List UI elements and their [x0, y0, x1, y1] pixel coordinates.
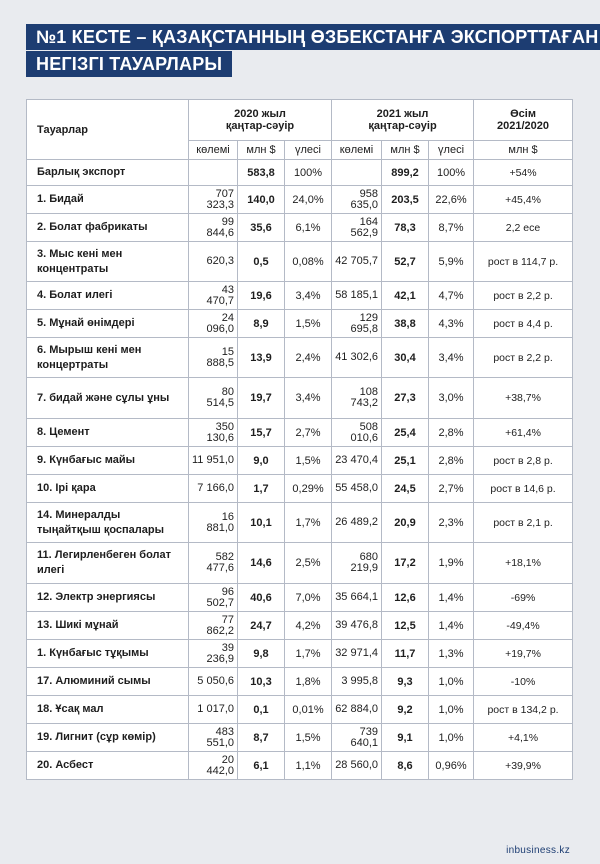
cell-musd-2021: 12,6 — [382, 584, 429, 612]
header-2020-year: 2020 жыл — [234, 108, 286, 120]
cell-share-2021: 0,96% — [429, 752, 474, 780]
cell-growth: 2,2 есе — [474, 214, 573, 242]
cell-musd-2021: 25,4 — [382, 419, 429, 447]
cell-volume-2021: 958 635,0 — [332, 186, 382, 214]
table-row — [27, 584, 573, 612]
subheader-growth-unit: млн $ — [474, 141, 573, 160]
cell-growth: -10% — [474, 668, 573, 696]
cell-growth: -49,4% — [474, 612, 573, 640]
table-row — [27, 338, 573, 378]
footer-brand: inbusiness.kz — [506, 845, 570, 856]
cell-growth: рост в 134,2 р. — [474, 696, 573, 724]
table-row — [27, 214, 573, 242]
cell-musd-2020: 35,6 — [238, 214, 285, 242]
header-2021-year: 2021 жыл — [376, 108, 429, 120]
cell-musd-2020: 13,9 — [238, 338, 285, 378]
cell-volume-2021: 28 560,0 — [332, 752, 382, 780]
cell-volume-2020: 7 166,0 — [189, 475, 238, 503]
cell-share-2021: 3,4% — [429, 338, 474, 378]
cell-musd-2021: 9,2 — [382, 696, 429, 724]
table-row — [27, 612, 573, 640]
cell-volume-2021: 35 664,1 — [332, 584, 382, 612]
cell-share-2020: 2,5% — [285, 543, 332, 584]
cell-row-name: 2. Болат фабрикаты — [27, 214, 189, 242]
cell-share-2021: 2,7% — [429, 475, 474, 503]
cell-growth: +61,4% — [474, 419, 573, 447]
cell-share-2021: 2,8% — [429, 419, 474, 447]
cell-musd-2020: 40,6 — [238, 584, 285, 612]
cell-share-2020: 0,08% — [285, 242, 332, 282]
cell-musd-2020: 19,7 — [238, 378, 285, 419]
cell-row-name: 9. Күнбағыс майы — [27, 447, 189, 475]
cell-musd-2020: 14,6 — [238, 543, 285, 584]
cell-volume-2021: 62 884,0 — [332, 696, 382, 724]
cell-row-name: 12. Электр энергиясы — [27, 584, 189, 612]
cell-growth: рост в 114,7 р. — [474, 242, 573, 282]
cell-volume-2020: 15 888,5 — [189, 338, 238, 378]
cell-row-name: 11. Легирленбеген болат илегі — [27, 543, 189, 584]
cell-share-2020: 1,5% — [285, 724, 332, 752]
cell-share-2020: 7,0% — [285, 584, 332, 612]
cell-volume-2021 — [332, 160, 382, 186]
cell-share-2021: 1,4% — [429, 612, 474, 640]
cell-musd-2020: 0,1 — [238, 696, 285, 724]
cell-growth: рост в 2,2 р. — [474, 282, 573, 310]
cell-row-name: 8. Цемент — [27, 419, 189, 447]
cell-volume-2021: 32 971,4 — [332, 640, 382, 668]
cell-volume-2020: 5 050,6 — [189, 668, 238, 696]
cell-volume-2021: 23 470,4 — [332, 447, 382, 475]
cell-share-2021: 100% — [429, 160, 474, 186]
cell-musd-2021: 899,2 — [382, 160, 429, 186]
cell-volume-2021: 55 458,0 — [332, 475, 382, 503]
cell-volume-2021: 739 640,1 — [332, 724, 382, 752]
table-row — [27, 242, 573, 282]
cell-musd-2020: 9,8 — [238, 640, 285, 668]
header-2021-period: қаңтар-сәуір — [368, 120, 437, 132]
cell-musd-2020: 8,9 — [238, 310, 285, 338]
table-row — [27, 640, 573, 668]
cell-volume-2020: 39 236,9 — [189, 640, 238, 668]
cell-musd-2021: 9,1 — [382, 724, 429, 752]
cell-growth: рост в 2,8 р. — [474, 447, 573, 475]
table-row — [27, 186, 573, 214]
cell-share-2021: 2,8% — [429, 447, 474, 475]
table-row — [27, 475, 573, 503]
cell-musd-2021: 25,1 — [382, 447, 429, 475]
cell-volume-2021: 42 705,7 — [332, 242, 382, 282]
subheader-share-2020: үлесі — [285, 141, 332, 160]
cell-musd-2020: 10,1 — [238, 503, 285, 543]
cell-row-name: 17. Алюминий сымы — [27, 668, 189, 696]
cell-growth: рост в 2,2 р. — [474, 338, 573, 378]
cell-growth: -69% — [474, 584, 573, 612]
cell-musd-2021: 8,6 — [382, 752, 429, 780]
cell-volume-2021: 58 185,1 — [332, 282, 382, 310]
cell-musd-2021: 30,4 — [382, 338, 429, 378]
cell-volume-2020: 20 442,0 — [189, 752, 238, 780]
header-goods: Тауарлар — [27, 100, 189, 160]
cell-share-2021: 4,7% — [429, 282, 474, 310]
exports-table — [26, 99, 573, 780]
table-row — [27, 503, 573, 543]
cell-volume-2020: 582 477,6 — [189, 543, 238, 584]
cell-row-name: 18. Ұсақ мал — [27, 696, 189, 724]
cell-musd-2021: 42,1 — [382, 282, 429, 310]
cell-musd-2021: 20,9 — [382, 503, 429, 543]
subheader-musd-2021: млн $ — [382, 141, 429, 160]
cell-growth: +54% — [474, 160, 573, 186]
header-2021 — [332, 100, 474, 141]
cell-volume-2020: 1 017,0 — [189, 696, 238, 724]
cell-row-name: 3. Мыс кені мен концентраты — [27, 242, 189, 282]
cell-share-2021: 22,6% — [429, 186, 474, 214]
cell-volume-2021: 508 010,6 — [332, 419, 382, 447]
cell-growth: +39,9% — [474, 752, 573, 780]
cell-share-2020: 1,7% — [285, 503, 332, 543]
cell-share-2021: 4,3% — [429, 310, 474, 338]
cell-musd-2021: 203,5 — [382, 186, 429, 214]
cell-row-name: 1. Күнбағыс тұқымы — [27, 640, 189, 668]
table-row — [27, 543, 573, 584]
subheader-volume-2020: көлемі — [189, 141, 238, 160]
cell-share-2021: 1,3% — [429, 640, 474, 668]
cell-volume-2020: 80 514,5 — [189, 378, 238, 419]
cell-musd-2020: 19,6 — [238, 282, 285, 310]
subheader-share-2021: үлесі — [429, 141, 474, 160]
cell-growth: +19,7% — [474, 640, 573, 668]
cell-volume-2021: 108 743,2 — [332, 378, 382, 419]
cell-volume-2020: 43 470,7 — [189, 282, 238, 310]
cell-share-2021: 3,0% — [429, 378, 474, 419]
cell-share-2021: 1,9% — [429, 543, 474, 584]
cell-share-2021: 8,7% — [429, 214, 474, 242]
table-row — [27, 752, 573, 780]
cell-row-name: Барлық экспорт — [27, 160, 189, 186]
cell-musd-2020: 9,0 — [238, 447, 285, 475]
cell-volume-2021: 39 476,8 — [332, 612, 382, 640]
cell-musd-2021: 17,2 — [382, 543, 429, 584]
cell-share-2021: 1,0% — [429, 696, 474, 724]
cell-volume-2021: 680 219,9 — [332, 543, 382, 584]
table-row — [27, 447, 573, 475]
cell-share-2020: 4,2% — [285, 612, 332, 640]
cell-musd-2020: 583,8 — [238, 160, 285, 186]
cell-growth: рост в 14,6 р. — [474, 475, 573, 503]
cell-growth: +4,1% — [474, 724, 573, 752]
cell-volume-2021: 129 695,8 — [332, 310, 382, 338]
cell-share-2021: 1,4% — [429, 584, 474, 612]
cell-volume-2020: 24 096,0 — [189, 310, 238, 338]
cell-volume-2020: 77 862,2 — [189, 612, 238, 640]
cell-share-2020: 6,1% — [285, 214, 332, 242]
table-row — [27, 668, 573, 696]
cell-share-2020: 3,4% — [285, 378, 332, 419]
cell-share-2020: 1,7% — [285, 640, 332, 668]
cell-share-2021: 1,0% — [429, 724, 474, 752]
cell-volume-2021: 3 995,8 — [332, 668, 382, 696]
cell-musd-2020: 1,7 — [238, 475, 285, 503]
cell-musd-2020: 8,7 — [238, 724, 285, 752]
cell-share-2020: 1,8% — [285, 668, 332, 696]
cell-volume-2020: 11 951,0 — [189, 447, 238, 475]
table-row — [27, 160, 573, 186]
cell-row-name: 14. Минералды тыңайтқыш қоспалары — [27, 503, 189, 543]
cell-volume-2020: 96 502,7 — [189, 584, 238, 612]
cell-row-name: 6. Мырыш кені мен концертраты — [27, 338, 189, 378]
cell-musd-2021: 27,3 — [382, 378, 429, 419]
cell-volume-2020: 483 551,0 — [189, 724, 238, 752]
cell-share-2020: 24,0% — [285, 186, 332, 214]
cell-share-2020: 2,4% — [285, 338, 332, 378]
cell-share-2020: 0,01% — [285, 696, 332, 724]
cell-volume-2020: 620,3 — [189, 242, 238, 282]
cell-share-2021: 2,3% — [429, 503, 474, 543]
cell-volume-2020: 707 323,3 — [189, 186, 238, 214]
header-growth-label: Өсім — [510, 108, 536, 120]
header-growth-period: 2021/2020 — [497, 120, 550, 132]
header-growth — [474, 100, 573, 141]
cell-share-2020: 2,7% — [285, 419, 332, 447]
cell-volume-2021: 41 302,6 — [332, 338, 382, 378]
cell-row-name: 5. Мұнай өнімдері — [27, 310, 189, 338]
cell-musd-2021: 52,7 — [382, 242, 429, 282]
cell-volume-2020: 16 881,0 — [189, 503, 238, 543]
title-line-1: №1 КЕСТЕ – ҚАЗАҚСТАННЫҢ ӨЗБЕКСТАНҒА ЭКСПОРТТАҒАН — [26, 24, 600, 50]
cell-musd-2020: 10,3 — [238, 668, 285, 696]
cell-row-name: 13. Шикі мұнай — [27, 612, 189, 640]
subheader-volume-2021: көлемі — [332, 141, 382, 160]
cell-volume-2020: 350 130,6 — [189, 419, 238, 447]
table-row — [27, 282, 573, 310]
subheader-musd-2020: млн $ — [238, 141, 285, 160]
cell-growth: рост в 2,1 р. — [474, 503, 573, 543]
cell-musd-2021: 9,3 — [382, 668, 429, 696]
table-row — [27, 724, 573, 752]
cell-musd-2020: 6,1 — [238, 752, 285, 780]
table-row — [27, 419, 573, 447]
cell-row-name: 1. Бидай — [27, 186, 189, 214]
cell-share-2020: 1,1% — [285, 752, 332, 780]
cell-row-name: 10. Ірі қара — [27, 475, 189, 503]
cell-share-2020: 1,5% — [285, 447, 332, 475]
cell-share-2021: 5,9% — [429, 242, 474, 282]
cell-share-2020: 0,29% — [285, 475, 332, 503]
cell-share-2020: 1,5% — [285, 310, 332, 338]
cell-volume-2021: 164 562,9 — [332, 214, 382, 242]
cell-share-2020: 3,4% — [285, 282, 332, 310]
table-row — [27, 310, 573, 338]
cell-musd-2021: 38,8 — [382, 310, 429, 338]
cell-musd-2020: 24,7 — [238, 612, 285, 640]
cell-musd-2021: 11,7 — [382, 640, 429, 668]
table-row — [27, 378, 573, 419]
cell-row-name: 7. бидай және сұлы ұны — [27, 378, 189, 419]
cell-row-name: 4. Болат илегі — [27, 282, 189, 310]
cell-growth: +38,7% — [474, 378, 573, 419]
cell-share-2020: 100% — [285, 160, 332, 186]
cell-volume-2020: 99 844,6 — [189, 214, 238, 242]
cell-musd-2021: 24,5 — [382, 475, 429, 503]
table-row — [27, 696, 573, 724]
cell-growth: +45,4% — [474, 186, 573, 214]
cell-row-name: 19. Лигнит (сұр көмір) — [27, 724, 189, 752]
cell-share-2021: 1,0% — [429, 668, 474, 696]
cell-musd-2020: 15,7 — [238, 419, 285, 447]
cell-musd-2020: 140,0 — [238, 186, 285, 214]
cell-growth: +18,1% — [474, 543, 573, 584]
cell-musd-2021: 12,5 — [382, 612, 429, 640]
title-line-2: НЕГІЗГІ ТАУАРЛАРЫ — [26, 51, 232, 77]
header-2020-period: қаңтар-сәуір — [225, 120, 295, 132]
cell-volume-2020 — [189, 160, 238, 186]
cell-row-name: 20. Асбест — [27, 752, 189, 780]
header-2020 — [189, 100, 332, 141]
cell-growth: рост в 4,4 р. — [474, 310, 573, 338]
cell-musd-2021: 78,3 — [382, 214, 429, 242]
cell-musd-2020: 0,5 — [238, 242, 285, 282]
cell-volume-2021: 26 489,2 — [332, 503, 382, 543]
